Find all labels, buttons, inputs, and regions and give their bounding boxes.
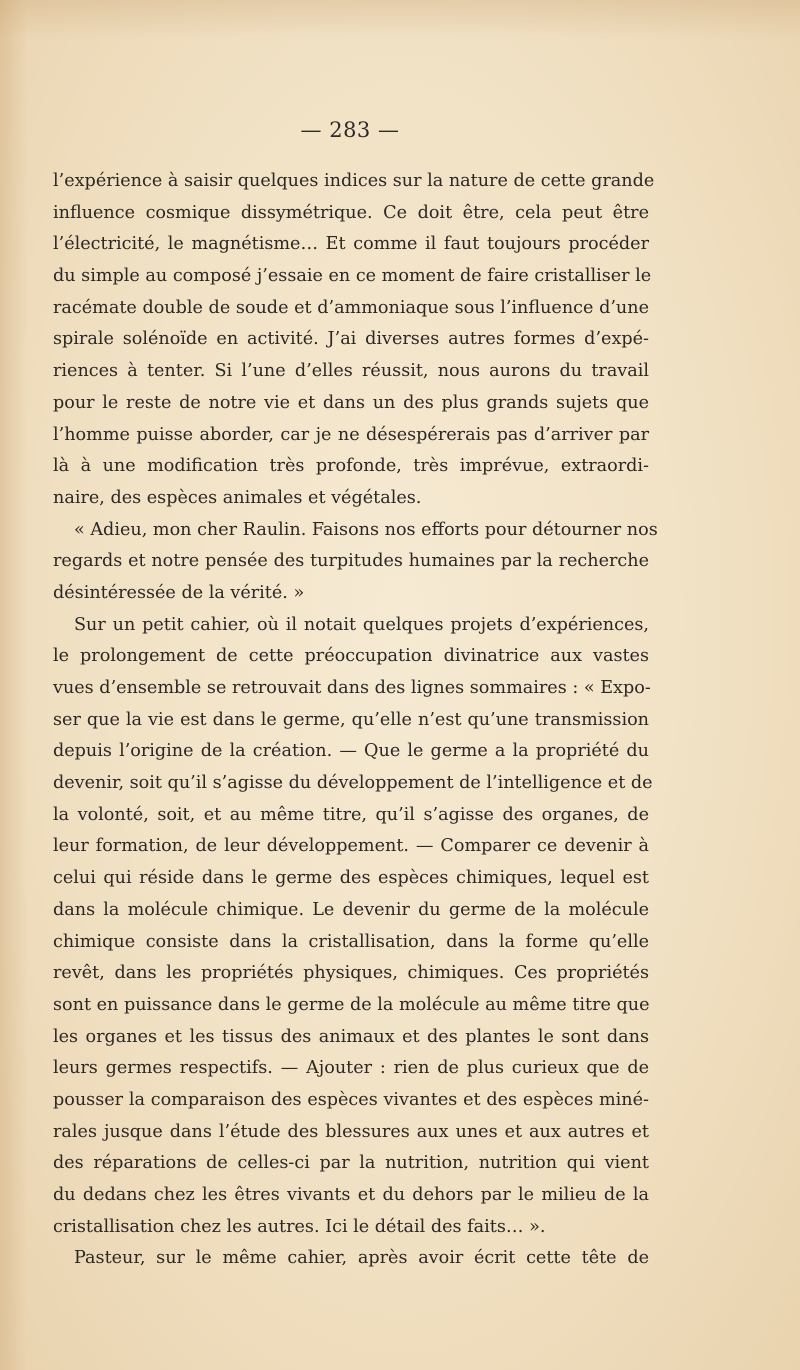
text-line: chimique consiste dans la cristallisation, dans la forme qu’elle [53,931,649,952]
text-line: Pasteur, sur le même cahier, après avoir écrit cette tête de [74,1248,649,1269]
text-line: l’électricité, le magnétisme… Et comme il faut toujours procéder [53,234,649,255]
text-line: regards et notre pensée des turpitudes humaines par la recherche [53,551,649,572]
text-line: leurs germes respectifs. — Ajouter : rien de plus curieux que de [53,1058,649,1079]
page-edge-shadow-left [0,0,28,1370]
text-line: cristallisation chez les autres. Ici le détail des faits… ». [53,1216,546,1237]
text-line: vues d’ensemble se retrouvait dans des lignes sommaires : « Expo- [53,678,651,698]
text-line: naire, des espèces animales et végétales. [53,487,422,508]
page-edge-shadow-top [0,0,800,40]
text-line: rales jusque dans l’étude des blessures aux unes et aux autres et [53,1121,649,1142]
text-line: racémate double de soude et d’ammoniaque sous l’influence d’une [53,297,649,318]
text-line: l’homme puisse aborder, car je ne désespérerais pas d’arriver par [53,424,649,445]
text-line: pour le reste de notre vie et dans un des plus grands sujets que [53,392,649,413]
text-line: là à une modification très profonde, très imprévue, extraordi- [53,456,649,477]
text-line: des réparations de celles-ci par la nutrition, nutrition qui vient [53,1153,649,1174]
text-line: pousser la comparaison des espèces vivantes et des espèces miné- [53,1089,649,1110]
text-line: la volonté, soit, et au même titre, qu’il s’agisse des organes, de [53,804,649,825]
text-line: riences à tenter. Si l’une d’elles réussit, nous aurons du travail [53,361,649,382]
text-line: Sur un petit cahier, où il notait quelques projets d’expériences, [74,614,649,635]
text-line: devenir, soit qu’il s’agisse du développement de l’intelligence et de [53,773,653,794]
text-line: celui qui réside dans le germe des espèces chimiques, lequel est [53,868,649,889]
text-line: « Adieu, mon cher Raulin. Faisons nos efforts pour détourner nos [74,519,658,540]
text-line: influence cosmique dissymétrique. Ce doit être, cela peut être [53,202,649,223]
text-line: l’expérience à saisir quelques indices sur la nature de cette grande [53,171,655,191]
text-line: depuis l’origine de la création. — Que le germe a la propriété du [53,741,649,762]
body-text [53,166,658,1275]
text-line: leur formation, de leur développement. — Comparer ce devenir à [53,836,649,857]
text-line: revêt, dans les propriétés physiques, chimiques. Ces propriétés [53,963,649,984]
text-line: du simple au composé j’essaie en ce moment de faire cristalliser le [53,266,652,287]
text-line: ser que la vie est dans le germe, qu’elle n’est qu’une transmission [53,709,649,730]
text-line: les organes et les tissus des animaux et des plantes le sont dans [53,1026,649,1047]
text-line: du dedans chez les êtres vivants et du dehors par le milieu de la [53,1185,649,1205]
text-line: spirale solénoïde en activité. J’ai diverses autres formes d’expé- [53,329,649,350]
text-line: désintéressée de la vérité. » [53,582,305,603]
text-line: dans la molécule chimique. Le devenir du germe de la molécule [53,899,649,920]
page-number: — 283 — [300,118,400,142]
text-line: le prolongement de cette préoccupation divinatrice aux vastes [53,646,649,667]
text-line: sont en puissance dans le germe de la molécule au même titre que [53,994,650,1015]
